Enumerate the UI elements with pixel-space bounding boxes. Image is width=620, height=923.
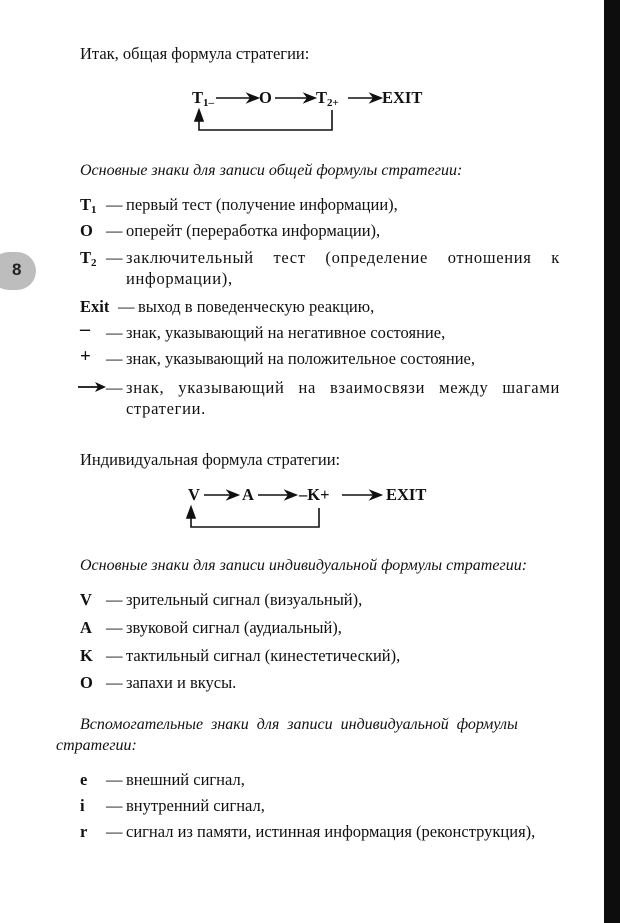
formula-t1: $T_{1-}$ <box>192 88 215 109</box>
legend-item-arrow: — знак, указывающий на взаимосвязи между шагами стратегии. <box>80 377 560 419</box>
page-number: 8 <box>12 260 22 279</box>
formula-o: O <box>259 88 272 107</box>
legend-item-r: r — сигнал из памяти, истинная информация (реконструкция), <box>80 822 536 841</box>
formula-exit-2: EXIT <box>386 485 427 504</box>
formula-v: V <box>188 485 200 504</box>
aux-legend-title-line1: Вспомогательные знаки для записи индивидуальной формулы <box>80 716 518 733</box>
general-legend-title: Основные знаки для записи общей формулы стратегии: <box>80 162 463 179</box>
formula-a: A <box>242 485 254 504</box>
legend-item-t2: $T_2$ — заключительный тест (определение отношения к информации), <box>80 248 560 288</box>
individual-legend-title: Основные знаки для записи индивидуальной формулы стратегии: <box>80 557 528 574</box>
individual-intro: Индивидуальная формула стратегии: <box>80 450 341 469</box>
formula-k: –K+ <box>299 485 330 504</box>
intro-text: Итак, общая формула стратегии: <box>80 44 310 63</box>
formula-exit: EXIT <box>382 88 423 107</box>
formula-t2: $T_{2+}$ <box>316 88 339 109</box>
book-page: 8 Итак, общая формула стратегии: $T_{1-}$ O $T_{2+}$ EXIT Основные знаки для записи общей формулы стратегии: $T_1$ — первый тест (получение информации), O — оперейт (переработка информации), $T_2$ — заключительный тест (определение отношения к информации), Exit — выход в поведенческую реакцию, – — знак, указывающий на негативное состояние, + — знак, указывающий на положительное состояние, — знак, указывающий на взаимосвязи между шагами стратегии. Индивидуальная формула стратегии: V A –K+ EXIT Основные знаки для записи индивидуальной формулы стратегии: V — зрительный сигнал (визуальный), A — звуковой сигнал (аудиальный), K — тактильный сигнал (кинестетический), O — запахи и вкусы. Вспомогательные знаки для записи индивидуальной формулы стратегии: e — внешний сигнал, i — внутренний сигнал, r — сигнал из памяти, истинная информация (реконструкция), <box>0 0 620 923</box>
aux-legend-title-line2: стратегии: <box>56 737 137 754</box>
